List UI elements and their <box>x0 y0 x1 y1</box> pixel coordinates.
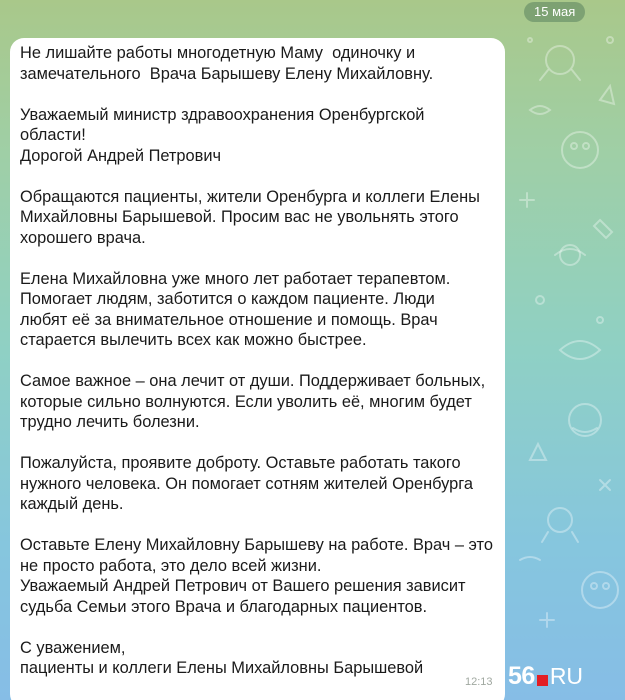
message-paragraph: Самое важное – она лечит от души. Поддерживает больных, которые сильно волнуются. Если уволить её, многим будет трудно лечить болезни. <box>20 372 486 431</box>
message-paragraph: Не лишайте работы многодетную Маму одиночку и замечательного Врача Барышеву Елену Михайловну. <box>20 44 434 83</box>
message-bubble <box>10 38 505 700</box>
message-paragraph: Пожалуйста, проявите доброту. Оставьте работать такого нужного человека. Он помогает сотням жителей Оренбурга каждый день. <box>20 454 474 513</box>
message-timestamp: 12:13 <box>465 676 493 688</box>
message-paragraph: С уважением, пациенты и коллеги Елены Михайловны Барышевой <box>20 638 424 677</box>
watermark-domain: RU <box>549 662 584 689</box>
message-paragraph: Оставьте Елену Михайловну Барышеву на работе. Врач – это не просто работа, это дело всей жизни. Уважаемый Андрей Петрович от Вашего решения зависит судьба Семьи этого Врача и благодарных пациентов. <box>20 536 493 616</box>
message-paragraph: Обращаются пациенты, жители Оренбурга и коллеги Елены Михайловны Барышевой. Просим вас не увольнять этого хорошего врача. <box>20 187 480 247</box>
message-paragraph: Уважаемый министр здравоохранения Оренбургской области! Дорогой Андрей Петрович <box>20 105 425 165</box>
message-paragraph: Елена Михайловна уже много лет работает терапевтом. Помогает людям, заботится о каждом пациенте. Люди любят её за внимательное отношение и помощь. Врач старается вылечить всех как можно быстрее. <box>20 269 451 349</box>
site-watermark-logo <box>508 662 583 690</box>
watermark-number: 56 <box>508 661 535 690</box>
date-badge: 15 мая <box>524 2 585 22</box>
watermark-red-square <box>537 675 548 686</box>
